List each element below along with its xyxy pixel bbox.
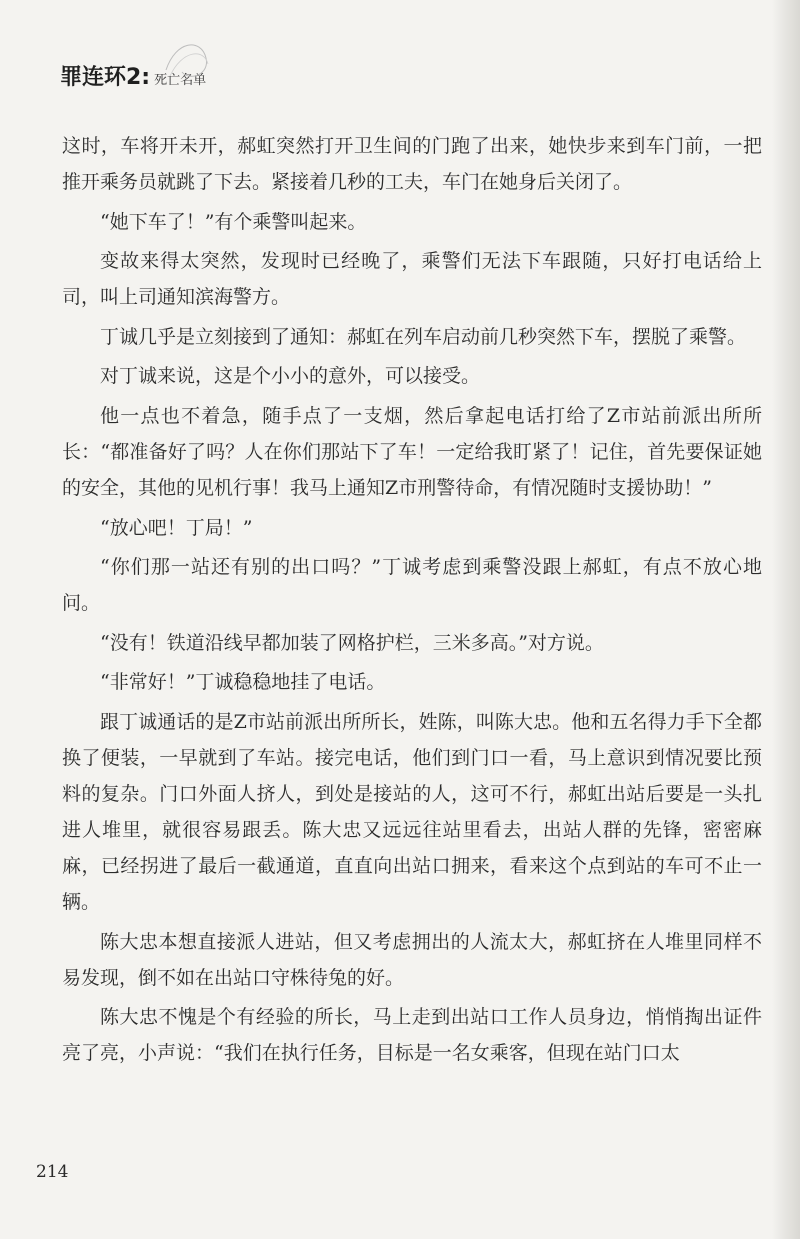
page-number: 214 <box>36 1162 69 1182</box>
paragraph: 陈大忠不愧是个有经验的所长，马上走到出站口工作人员身边，悄悄掏出证件亮了亮，小声说：“我们在执行任务，目标是一名女乘客，但现在站门口太 <box>62 1006 762 1065</box>
paragraph: “她下车了！”有个乘警叫起来。 <box>100 210 367 233</box>
paragraph: “非常好！”丁诚稳稳地挂了电话。 <box>100 671 386 694</box>
book-subtitle: 死亡名单 <box>154 73 207 88</box>
paragraph: 他一点也不着急，随手点了一支烟，然后拿起电话打给了Z市站前派出所所长：“都准备好了吗？人在你们那站下了车！一定给我盯紧了！记住，首先要保证她的安全，其他的见机行事！我马上通知Z市刑警待命，有情况随时支援协助！” <box>62 404 762 499</box>
body-text <box>62 128 762 1075</box>
paragraph: 陈大忠本想直接派人进站，但又考虑拥出的人流太大，郝虹挤在人堆里同样不易发现，倒不如在出站口守株待兔的好。 <box>62 930 762 989</box>
paragraph: 对丁诚来说，这是个小小的意外，可以接受。 <box>100 365 481 388</box>
paragraph: “没有！铁道沿线早都加装了网格护栏，三米多高。”对方说。 <box>100 631 604 654</box>
paragraph: 丁诚几乎是立刻接到了通知：郝虹在列车启动前几秒突然下车，摆脱了乘警。 <box>100 325 747 348</box>
paragraph: 变故来得太突然，发现时已经晚了，乘警们无法下车跟随，只好打电话给上司，叫上司通知滨海警方。 <box>62 250 762 309</box>
paragraph: “你们那一站还有别的出口吗？”丁诚考虑到乘警没跟上郝虹，有点不放心地问。 <box>62 556 762 615</box>
paragraph: 跟丁诚通话的是Z市站前派出所所长，姓陈，叫陈大忠。他和五名得力手下全都换了便装，一早就到了车站。接完电话，他们到门口一看，马上意识到情况要比预料的复杂。门口外面人挤人，到处是接站的人，这可不行，郝虹出站后要是一头扎进人堆里，就很容易跟丢。陈大忠又远远往站里看去，出站人群的先锋，密密麻麻，已经拐进了最后一截通道，直直向出站口拥来，看来这个点到站的车可不止一辆。 <box>62 710 762 913</box>
page-edge-shadow <box>772 0 800 1239</box>
series-title: 罪连环2: <box>60 65 151 90</box>
paragraph: “放心吧！丁局！” <box>100 516 253 539</box>
paragraph: 这时，车将开未开，郝虹突然打开卫生间的门跑了出来，她快步来到车门前，一把推开乘务员就跳了下去。紧接着几秒的工夫，车门在她身后关闭了。 <box>62 135 762 193</box>
running-header <box>60 52 206 92</box>
